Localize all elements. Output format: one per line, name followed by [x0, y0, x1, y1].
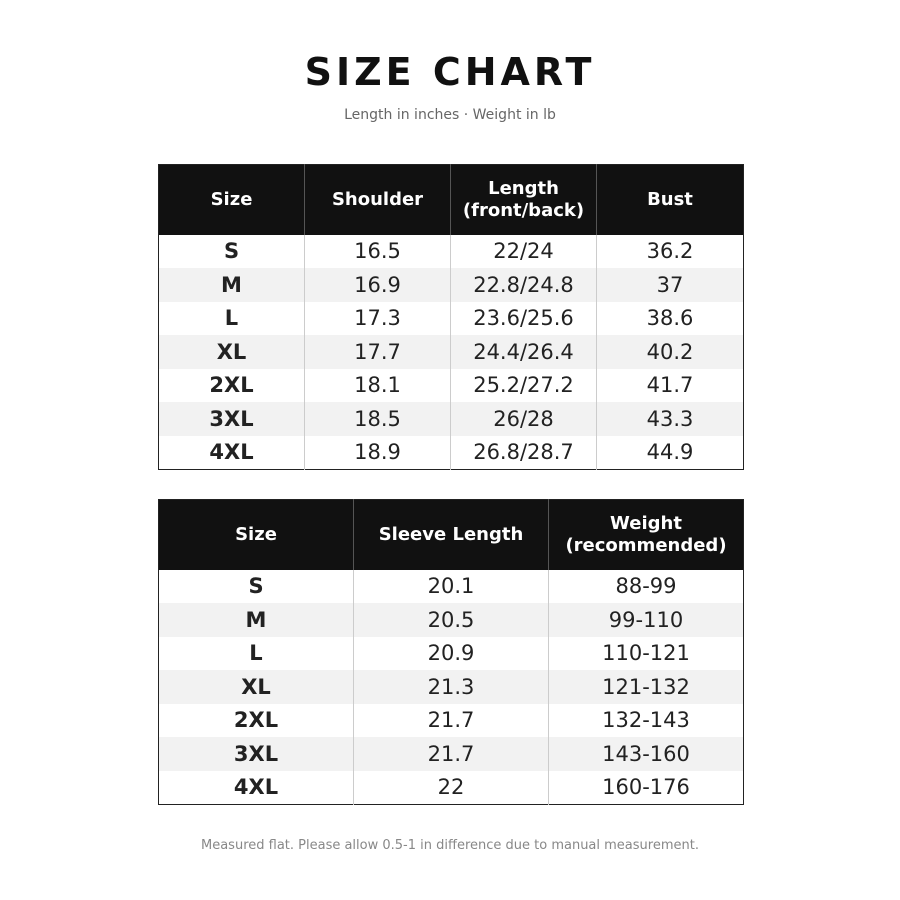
page-title: SIZE CHART: [304, 50, 596, 94]
size-cell: XL: [159, 335, 305, 369]
column-header-length: Length (front/back): [451, 165, 597, 235]
table-row: [159, 570, 744, 604]
bust-cell: 43.3: [597, 402, 744, 436]
size-cell: S: [223, 239, 240, 264]
shoulder-cell: 17.3: [305, 302, 451, 336]
column-header-weight: Weight (recommended): [549, 500, 744, 570]
table-row: [159, 369, 744, 403]
table-row: [159, 436, 744, 470]
weight-cell: 160-176: [549, 771, 744, 805]
table-row: [159, 771, 744, 805]
size-cell: XL: [159, 670, 354, 704]
column-header-bust: Bust: [597, 165, 744, 235]
bust-cell: 38.6: [597, 302, 744, 336]
measurement-footnote: Measured flat. Please allow 0.5-1 in difference due to manual measurement.: [201, 838, 699, 853]
shoulder-cell: 16.9: [305, 268, 451, 302]
table-row: [159, 704, 744, 738]
bust-cell: 40.2: [597, 335, 744, 369]
length-cell: 26/28: [451, 402, 597, 436]
table-row: [159, 302, 744, 336]
sleeve-weight-table: [158, 499, 744, 805]
length-cell: 26.8/28.7: [451, 436, 597, 470]
shoulder-cell: 17.7: [305, 335, 451, 369]
table-row: [159, 637, 744, 671]
bust-cell: 44.9: [597, 436, 744, 470]
column-header-size: Size: [159, 165, 305, 235]
table-row: [159, 737, 744, 771]
size-cell: M: [159, 603, 354, 637]
length-cell: 24.4/26.4: [451, 335, 597, 369]
length-cell: 22.8/24.8: [451, 268, 597, 302]
shoulder-cell: 18.1: [305, 369, 451, 403]
size-cell: 4XL: [209, 440, 254, 464]
weight-cell: 132-143: [549, 704, 744, 738]
column-header-size: Size: [159, 500, 354, 570]
size-cell: L: [224, 306, 239, 331]
weight-cell: 99-110: [549, 603, 744, 637]
shoulder-cell: 16.5: [305, 235, 451, 269]
size-cell: 3XL: [159, 737, 354, 771]
table-row: [159, 670, 744, 704]
length-cell: 25.2/27.2: [451, 369, 597, 403]
table-row: [159, 335, 744, 369]
size-cell: M: [159, 268, 305, 302]
length-cell: 23.6/25.6: [451, 302, 597, 336]
sleeve-length-cell: 21.7: [354, 737, 549, 771]
table-row: [159, 603, 744, 637]
bust-cell: 37: [597, 268, 744, 302]
weight-cell: 143-160: [549, 737, 744, 771]
bust-cell: 36.2: [597, 235, 744, 269]
sleeve-length-cell: 21.3: [354, 670, 549, 704]
weight-cell: 121-132: [549, 670, 744, 704]
bust-cell: 41.7: [597, 369, 744, 403]
size-cell: 2XL: [233, 708, 279, 733]
size-cell: 2XL: [209, 373, 254, 398]
sleeve-length-cell: 21.7: [354, 704, 549, 738]
shoulder-cell: 18.5: [305, 402, 451, 436]
weight-cell: 88-99: [549, 570, 744, 604]
page-subtitle: Length in inches · Weight in lb: [344, 107, 556, 123]
table-header-row: [159, 500, 744, 570]
sleeve-length-cell: 20.1: [354, 570, 549, 604]
table-header-row: [159, 165, 744, 235]
measurement-table: [158, 164, 744, 470]
sleeve-length-cell: 20.9: [354, 637, 549, 671]
column-header-shoulder: Shoulder: [305, 165, 451, 235]
size-cell: 4XL: [233, 775, 279, 799]
sleeve-length-cell: 22: [354, 771, 549, 805]
weight-cell: 110-121: [549, 637, 744, 671]
sleeve-length-cell: 20.5: [354, 603, 549, 637]
shoulder-cell: 18.9: [305, 436, 451, 470]
table-row: [159, 402, 744, 436]
column-header-sleeve-length: Sleeve Length: [354, 500, 549, 570]
table-row: [159, 235, 744, 269]
size-cell: S: [248, 574, 264, 599]
size-cell: L: [249, 641, 263, 666]
size-cell: 3XL: [159, 402, 305, 436]
length-cell: 22/24: [451, 235, 597, 269]
table-row: [159, 268, 744, 302]
